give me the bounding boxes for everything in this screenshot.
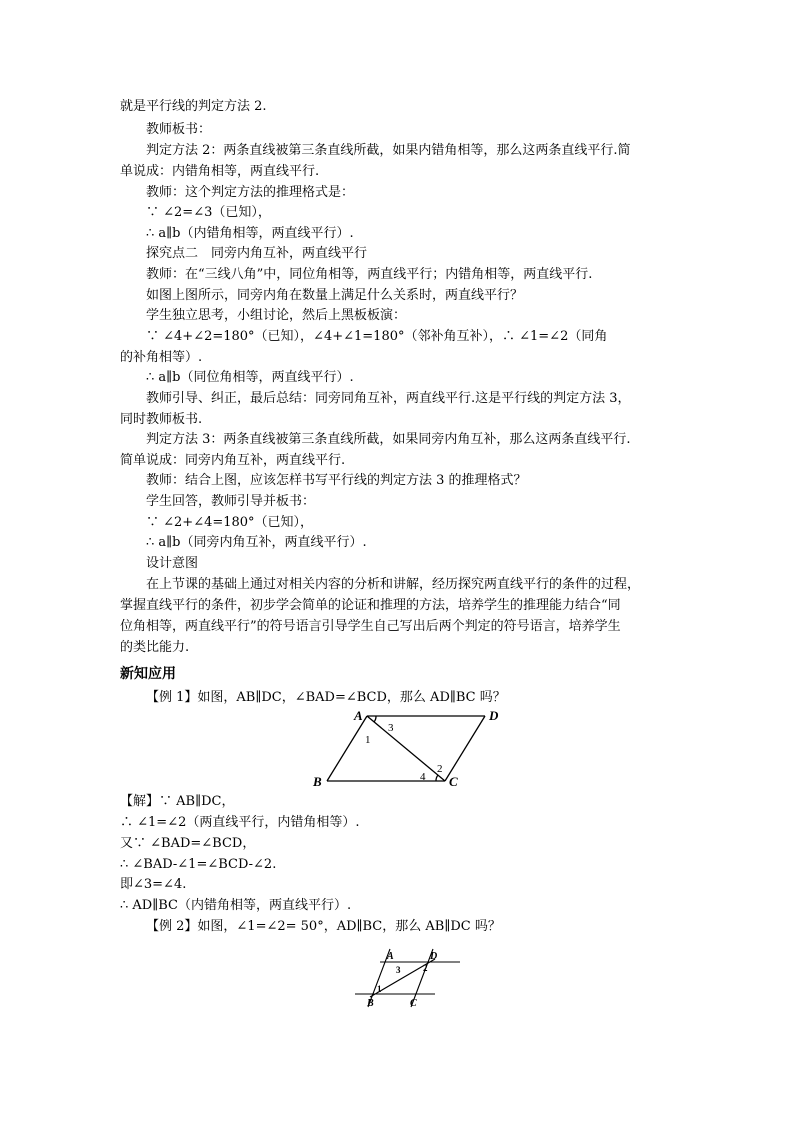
angle-label-2: 2 bbox=[423, 963, 428, 973]
text-line: 判定方法 2：两条直线被第三条直线所截，如果内错角相等，那么这两条直线平行.简 bbox=[146, 143, 631, 158]
text-line: 探究点二 同旁内角互补，两直线平行 bbox=[146, 246, 368, 261]
text-line: 判定方法 3：两条直线被第三条直线所截，如果同旁内角互补，那么这两条直线平行. bbox=[146, 432, 631, 447]
text-line: 学生独立思考，小组讨论，然后上黑板板演： bbox=[146, 308, 407, 323]
text-line: 教师：在“三线八角”中，同位角相等，两直线平行；内错角相等，两直线平行. bbox=[146, 267, 593, 282]
angle-label-4: 4 bbox=[420, 771, 426, 783]
label-B: B bbox=[367, 998, 374, 1009]
label-C: C bbox=[410, 998, 417, 1009]
angle-label-1: 1 bbox=[365, 734, 371, 746]
section-title: 新知应用 bbox=[120, 666, 176, 682]
text-line: 教师：这个判定方法的推理格式是： bbox=[146, 185, 355, 200]
text-line: ∴ a∥b（同旁内角互补，两直线平行）. bbox=[146, 535, 367, 550]
solution-line: 即∠3=∠4. bbox=[120, 877, 187, 892]
label-B: B bbox=[313, 774, 322, 788]
solution-line: ∴ AD∥BC（内错角相等，两直线平行）. bbox=[120, 898, 352, 913]
text-line: ∵ ∠2+∠4=180°（已知）， bbox=[146, 515, 314, 530]
label-D: D bbox=[430, 951, 438, 962]
example1-question: 【例 1】如图，AB∥DC，∠BAD=∠BCD，那么 AD∥BC 吗？ bbox=[146, 690, 506, 705]
segment-DC bbox=[445, 716, 485, 781]
solution-line: ∴ ∠1=∠2（两直线平行，内错角相等）. bbox=[120, 815, 360, 830]
text-line: 教师：结合上图，应该怎样书写平行线的判定方法 3 的推理格式？ bbox=[146, 473, 527, 488]
angle-label-1: 1 bbox=[377, 984, 382, 994]
text-line: ∵ ∠2=∠3（已知）， bbox=[146, 205, 271, 220]
angle-label-3: 3 bbox=[396, 965, 401, 975]
text-line: ∴ a∥b（内错角相等，两直线平行）. bbox=[146, 226, 354, 241]
segment-AB bbox=[327, 716, 367, 781]
label-D: D bbox=[489, 708, 499, 723]
diagonal-AC bbox=[367, 716, 445, 781]
text-line: 同时教师板书. bbox=[120, 412, 203, 427]
label-C: C bbox=[449, 774, 458, 788]
angle-arc-A bbox=[374, 716, 376, 722]
example1-figure bbox=[310, 708, 510, 788]
solution-line: 【解】∵ AB∥DC， bbox=[120, 794, 235, 809]
text-line: 在上节课的基础上通过对相关内容的分析和讲解，经历探究两直线平行的条件的过程， bbox=[146, 577, 641, 592]
text-line: 教师引导、纠正，最后总结：同旁同角互补，两直线平行.这是平行线的判定方法 3， bbox=[146, 391, 631, 406]
solution-line: ∴ ∠BAD-∠1=∠BCD-∠2. bbox=[120, 857, 277, 872]
text-line: 的补角相等）. bbox=[120, 350, 203, 365]
angle-arc-C bbox=[436, 775, 438, 781]
text-line: ∵ ∠4+∠2=180°（已知），∠4+∠1=180°（邻补角互补），∴ ∠1=∠2（同角 bbox=[146, 329, 608, 344]
angle-label-3: 3 bbox=[388, 722, 394, 734]
text-line: 如图上图所示，同旁内角在数量上满足什么关系时，两直线平行？ bbox=[146, 288, 524, 303]
text-line: 就是平行线的判定方法 2. bbox=[120, 99, 267, 114]
text-line: 设计意图 bbox=[146, 556, 199, 571]
label-A: A bbox=[387, 951, 394, 962]
text-line: 简单说成：同旁内角互补，两直线平行. bbox=[120, 453, 346, 468]
text-line: 单说成：内错角相等，两直线平行. bbox=[120, 164, 320, 179]
text-line: 教师板书： bbox=[146, 122, 212, 137]
solution-line: 又∵ ∠BAD=∠BCD， bbox=[120, 836, 256, 851]
text-line: ∴ a∥b（同位角相等，两直线平行）. bbox=[146, 370, 354, 385]
label-A: A bbox=[354, 708, 363, 723]
angle-label-2: 2 bbox=[437, 763, 443, 775]
text-line: 位角相等，两直线平行”的符号语言引导学生自己写出后两个判定的符号语言，培养学生 bbox=[120, 619, 621, 634]
text-line: 学生回答，教师引导并板书： bbox=[146, 494, 316, 509]
example2-question: 【例 2】如图，∠1=∠2= 50°，AD∥BC，那么 AB∥DC 吗？ bbox=[146, 919, 501, 934]
text-line: 的类比能力. bbox=[120, 640, 190, 655]
example2-figure bbox=[350, 945, 470, 1015]
text-line: 掌握直线平行的条件，初步学会简单的论证和推理的方法，培养学生的推理能力结合“同 bbox=[120, 598, 621, 613]
